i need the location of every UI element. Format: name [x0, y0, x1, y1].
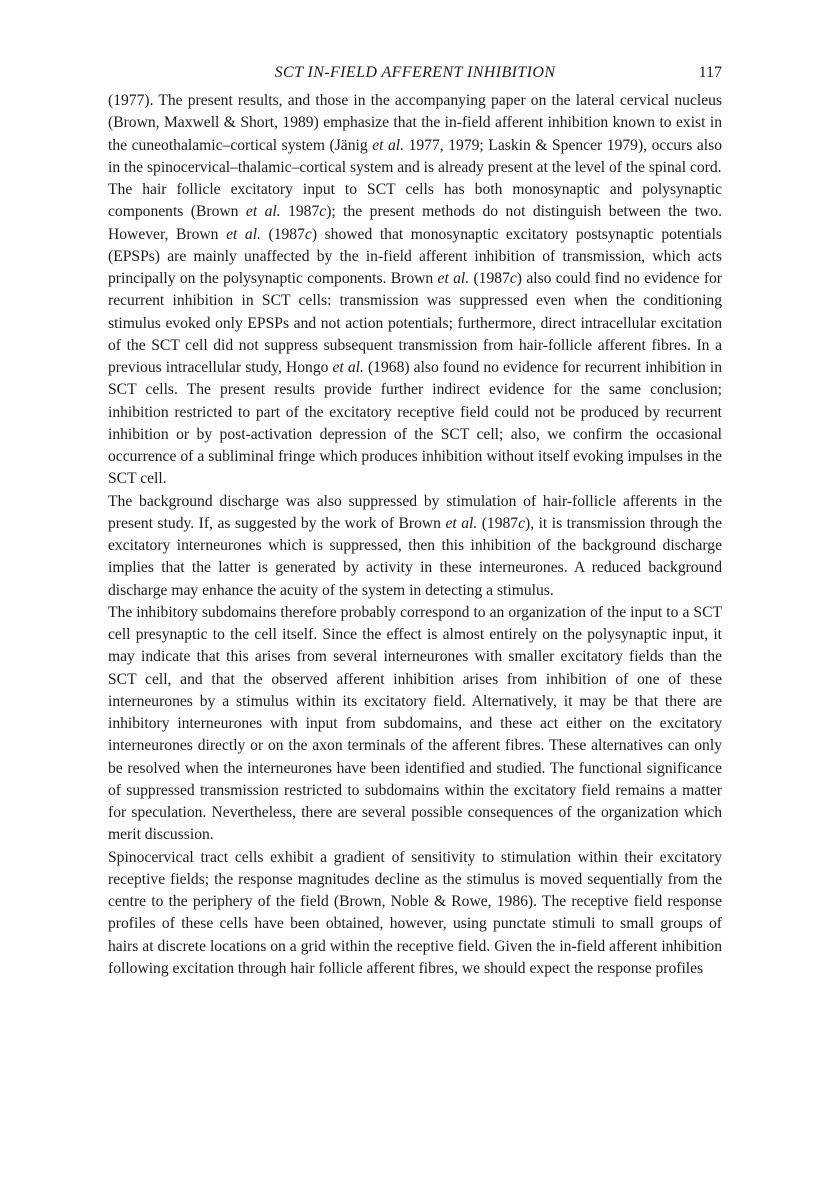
running-title: SCT IN-FIELD AFFERENT INHIBITION [274, 64, 556, 81]
text-run: The hair follicle excitatory input to SCT cells has both monosynaptic and polysynaptic components (Brown [108, 181, 722, 221]
italic-text: c [319, 203, 327, 221]
page-number: 117 [698, 64, 722, 81]
text-run: The background discharge was also suppressed by stimulation of hair-follicle afferents in the present study. If, as suggested by the work of Brown [108, 492, 722, 532]
paragraph [108, 179, 722, 491]
text-run: 1977, 1979; Laskin & Spencer 1979), occurs also in the spinocervical–thalamic–cortical system and is already present at the level of the spinal cord. [108, 136, 722, 176]
italic-text: et al. [445, 514, 478, 532]
italic-text: et al. [332, 359, 364, 376]
paragraph [108, 491, 722, 602]
paragraph [108, 847, 722, 981]
paragraph [108, 602, 722, 847]
journal-page [108, 64, 722, 980]
text-run: ); the present methods do not distinguish between the two. However, Brown [108, 203, 722, 243]
text-run: 1987 [280, 203, 320, 221]
paragraph [108, 90, 722, 179]
italic-text: et al. [226, 225, 261, 243]
text-run: ), it is transmission through the excitatory interneurones which is suppressed, then this inhibition of the background discharge implies that the latter is generated by activity in these interneurones. A reduced background discharge may enhance the acuity of the system in detecting a stimulus. [108, 514, 722, 599]
text-run: Spinocervical tract cells exhibit a gradient of sensitivity to stimulation within their excitatory receptive fields; the response magnitudes decline as the stimulus is moved sequentially from the centre to the periphery of the field (Brown, Noble & Rowe, 1986). The receptive field response profiles of these cells have been obtained, however, using punctate stimuli to small groups of hairs at discrete locations on a grid within the receptive field. Given the in-field afferent inhibition following excitation through hair follicle afferent fibres, we should expect the response profiles [108, 848, 722, 977]
italic-text: c [304, 225, 312, 243]
italic-text: c [518, 514, 526, 532]
text-run: (1987 [477, 514, 519, 532]
text-run: (1987 [260, 225, 305, 243]
running-head [108, 64, 722, 86]
text-run: (1977). The present results, and those in the accompanying paper on the lateral cervical nucleus (Brown, Maxwell & Short, 1989) emphasize that the in-field afferent inhibition known to exist in the cuneothalamic–cortical system (Jänig [108, 92, 722, 154]
text-run: ) also could find no evidence for recurrent inhibition in SCT cells: transmission was suppressed even when the conditioning stimulus evoked only EPSPs and not action potentials; furthermore, direct intracellular excitation of the SCT cell did not suppress subsequent transmission from hair-follicle afferent fibres. In a previous intracellular study, Hongo [108, 270, 723, 376]
text-run: The inhibitory subdomains therefore probably correspond to an organization of the input to a SCT cell presynaptic to the cell itself. Since the effect is almost entirely on the polysynaptic input, it may indicate that this arises from several interneurones with smaller excitatory fields than the SCT cell, and that the observed afferent inhibition arises from inhibition of one of these interneurones by a stimulus within its excitatory field. Alternatively, it may be that there are inhibitory interneurones with input from subdomains, and these act either on the excitatory interneurones directly or on the axon terminals of the afferent fibres. These alternatives can only be resolved when the interneurones have been identified and studied. The functional significance of suppressed transmission restricted to subdomains within the excitatory field remains a matter for speculation. Nevertheless, there are several possible consequences of the organization which merit discussion. [108, 603, 722, 844]
italic-text: c [509, 270, 517, 287]
text-run: ) showed that monosynaptic excitatory postsynaptic potentials (EPSPs) are mainly unaffected by the in-field afferent inhibition of transmission, which acts principally on the polysynaptic components. Brown [108, 225, 722, 287]
body-text [108, 90, 722, 980]
text-run: (1968) also found no evidence for recurrent inhibition in SCT cells. The present results provide further indirect evidence for the same conclusion; inhibition restricted to part of the excitatory receptive field could not be produced by recurrent inhibition or by post-activation depression of the SCT cell; also, we confirm the occasional occurrence of a subliminal fringe which produces inhibition without itself evoking impulses in the SCT cell. [108, 359, 722, 488]
italic-text: et al. [437, 270, 470, 287]
italic-text: et al. [245, 203, 281, 221]
text-run: (1987 [469, 270, 510, 287]
italic-text: et al. [372, 136, 405, 154]
